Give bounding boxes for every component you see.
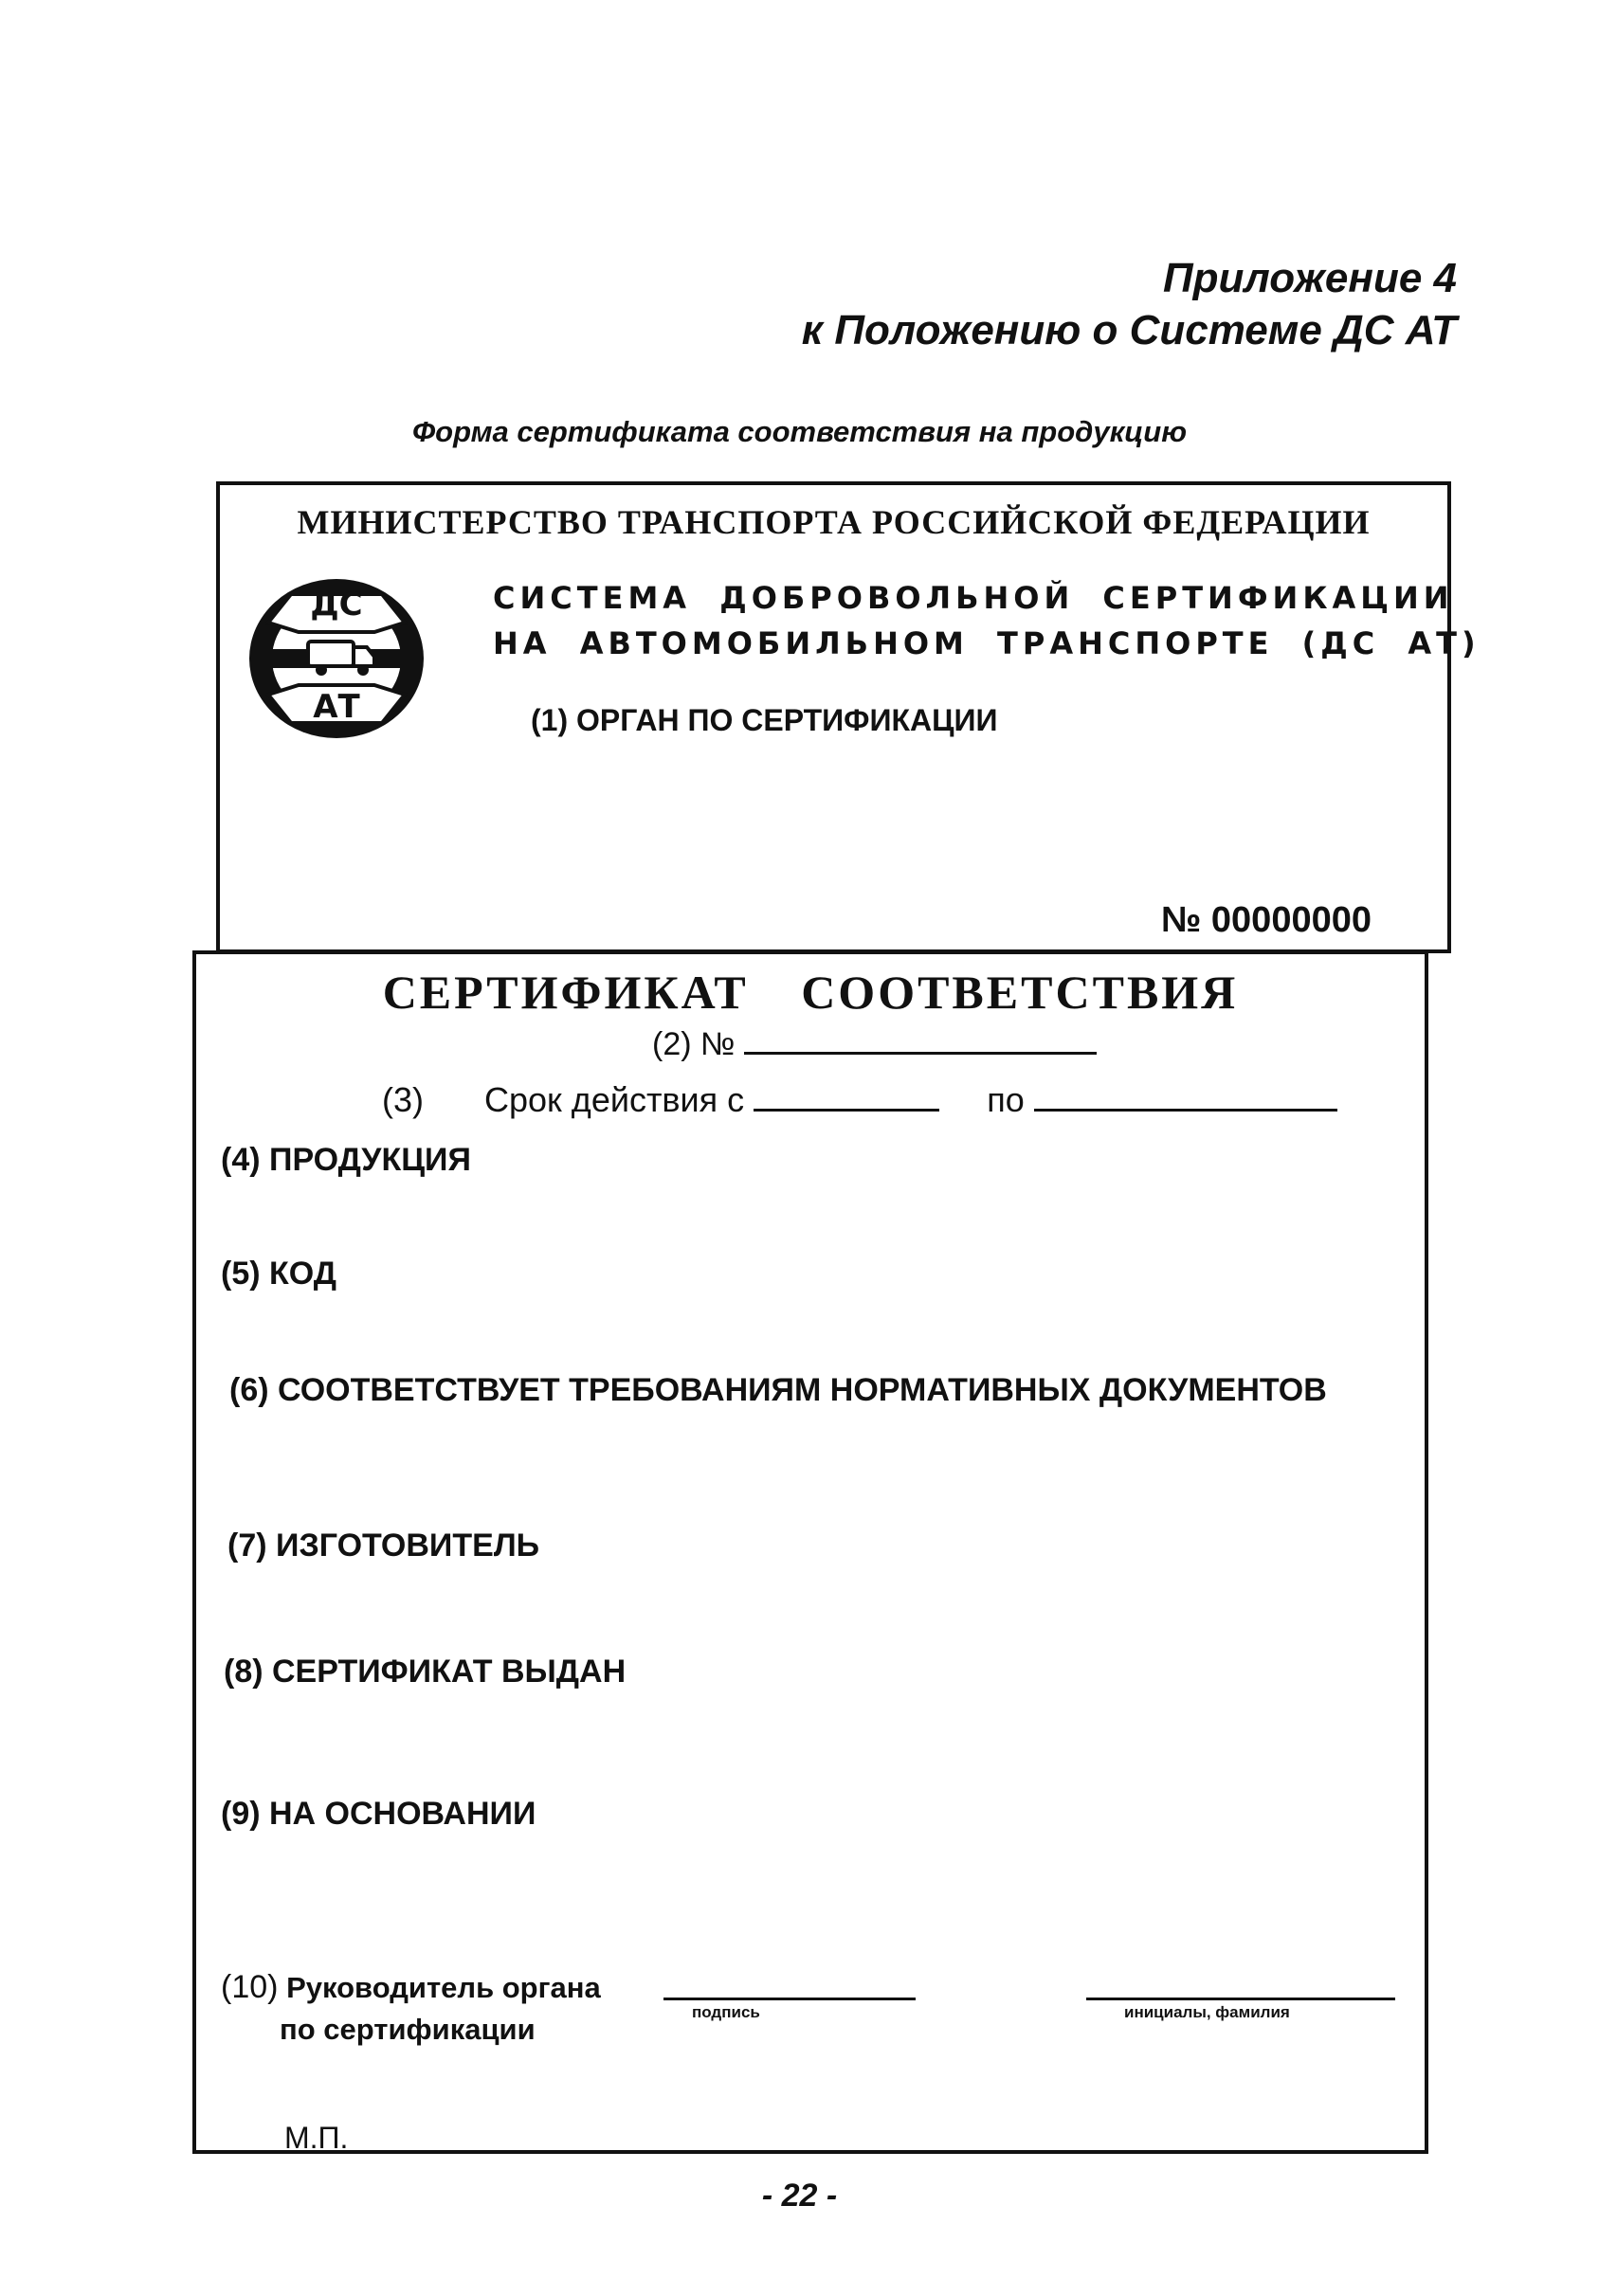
appendix-reference: к Положению о Системе ДС АТ bbox=[801, 307, 1457, 353]
field-product: (4) ПРОДУКЦИЯ bbox=[221, 1142, 471, 1178]
name-line bbox=[1086, 1998, 1395, 2000]
field-issued-to: (8) СЕРТИФИКАТ ВЫДАН bbox=[224, 1654, 627, 1690]
validity-from-blank bbox=[754, 1080, 939, 1112]
head-index: (10) bbox=[221, 1969, 279, 2005]
signature-line bbox=[663, 1998, 916, 2000]
name-caption: инициалы, фамилия bbox=[1124, 2003, 1290, 2021]
certificate-number-field bbox=[652, 1023, 1097, 1063]
number-field-label: № bbox=[700, 1026, 736, 1062]
system-title-line2: НА АВТОМОБИЛЬНОМ ТРАНСПОРТЕ (ДС АТ) bbox=[493, 625, 1481, 661]
field-code: (5) КОД bbox=[221, 1256, 336, 1292]
number-field-prefix: (2) bbox=[652, 1026, 692, 1062]
dsat-logo bbox=[242, 573, 431, 744]
form-title: Форма сертификата соответствия на продукцию bbox=[411, 415, 1188, 448]
validity-to-label: по bbox=[987, 1080, 1025, 1119]
validity-from-label: Срок действия с bbox=[484, 1080, 745, 1119]
logo-bottom-text: АТ bbox=[313, 688, 360, 726]
signature-caption: подпись bbox=[692, 2003, 760, 2021]
validity-to-blank bbox=[1034, 1080, 1337, 1112]
stamp-place: М.П. bbox=[284, 2121, 349, 2155]
field-conformity: (6) СООТВЕТСТВУЕТ ТРЕБОВАНИЯМ НОРМАТИВНЫХ ДОКУМЕНТОВ bbox=[229, 1372, 1327, 1408]
validity-index: (3) bbox=[382, 1080, 424, 1119]
page-number: - 22 - bbox=[761, 2178, 838, 2214]
logo-top-text: ДС bbox=[310, 586, 363, 624]
appendix-number: Приложение 4 bbox=[1163, 255, 1457, 301]
system-title-line1: СИСТЕМА ДОБРОВОЛЬНОЙ СЕРТИФИКАЦИИ bbox=[493, 580, 1454, 616]
head-signature-block bbox=[221, 1966, 601, 2050]
field-manufacturer: (7) ИЗГОТОВИТЕЛЬ bbox=[227, 1528, 540, 1564]
certificate-title: СЕРТИФИКАТ СООТВЕТСТВИЯ bbox=[382, 966, 1239, 1019]
head-label-line2: по сертификации bbox=[280, 2012, 536, 2046]
certification-body-label: (1) ОРГАН ПО СЕРТИФИКАЦИИ bbox=[531, 703, 998, 737]
head-label-line1: Руководитель органа bbox=[286, 1971, 601, 2004]
field-basis: (9) НА ОСНОВАНИИ bbox=[221, 1796, 536, 1832]
certificate-serial-number: № 00000000 bbox=[1161, 900, 1372, 940]
number-blank bbox=[744, 1023, 1097, 1055]
validity-period-field bbox=[382, 1080, 1337, 1120]
ministry-title: МИНИСТЕРСТВО ТРАНСПОРТА РОССИЙСКОЙ ФЕДЕРАЦИИ bbox=[297, 503, 1371, 541]
